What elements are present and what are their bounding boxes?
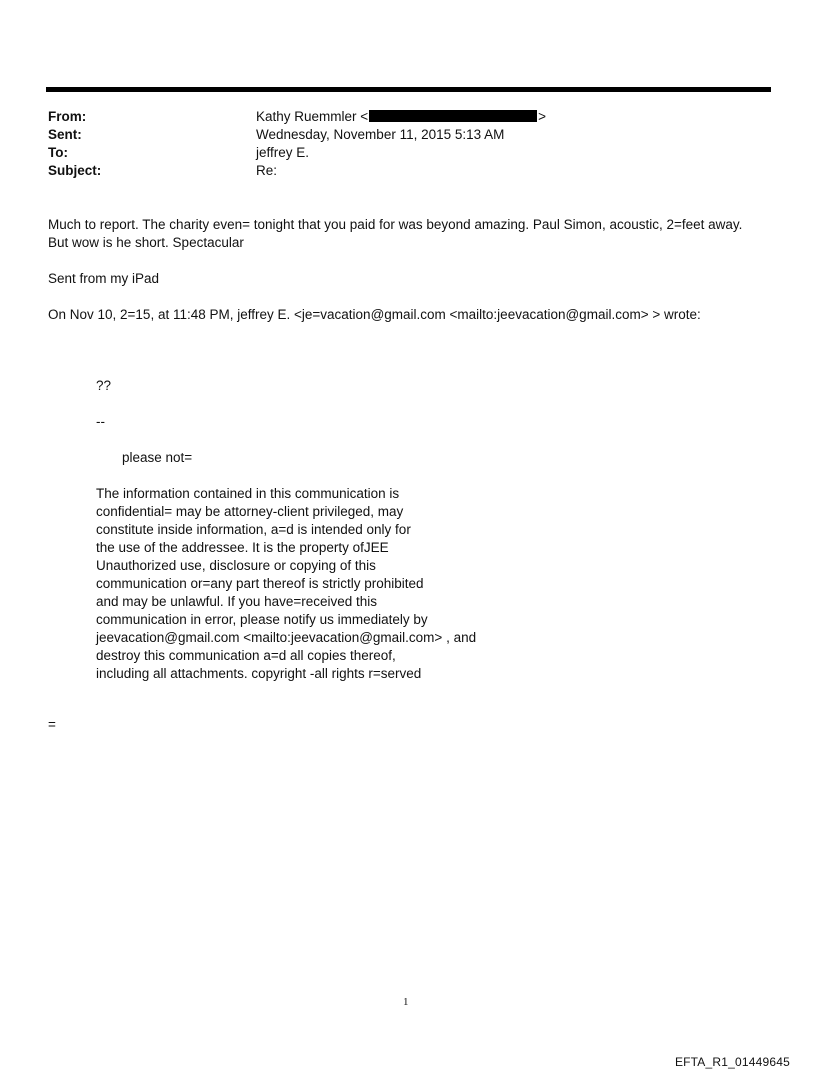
disclaimer-line: communication or=any part thereof is strictly prohibited (96, 576, 424, 591)
page-number: 1 (403, 996, 409, 1008)
from-value (256, 108, 546, 126)
disclaimer-line: jeevacation@gmail.com <mailto:jeevacation@gmail.com> , and (96, 630, 477, 645)
sent-value: Wednesday, November 11, 2015 5:13 AM (256, 127, 505, 142)
redaction-bar (369, 110, 537, 122)
disclaimer-line: communication in error, please notify us immediately by (96, 612, 428, 627)
quoted-dashes: -- (96, 414, 105, 429)
disclaimer-line: Unauthorized use, disclosure or copying of this (96, 558, 376, 573)
subject-label: Subject: (48, 163, 102, 178)
disclaimer-line: confidential= may be attorney-client privileged, may (96, 504, 404, 519)
body-line-1: Much to report. The charity even= tonight that you paid for was beyond amazing. Paul Simon, acoustic, 2=feet away. (48, 217, 743, 232)
disclaimer-block (96, 485, 476, 683)
subject-value: Re: (256, 163, 278, 178)
disclaimer-line: including all attachments. copyright -all rights r=served (96, 666, 422, 681)
from-end: > (538, 109, 547, 124)
disclaimer-line: The information contained in this communication is (96, 486, 400, 501)
disclaimer-line: and may be unlawful. If you have=received this (96, 594, 378, 609)
sent-from: Sent from my iPad (48, 271, 160, 286)
to-value: jeffrey E. (256, 145, 310, 160)
trailing-equals: = (48, 717, 56, 732)
disclaimer-line: the use of the addressee. It is the property ofJEE (96, 540, 389, 555)
from-label: From: (48, 109, 87, 124)
header-divider (46, 87, 771, 92)
body-line-2: But wow is he short. Spectacular (48, 235, 244, 250)
bates-number: EFTA_R1_01449645 (674, 1055, 790, 1069)
quote-intro: On Nov 10, 2=15, at 11:48 PM, jeffrey E. <je=vacation@gmail.com <mailto:jeevacation@gmail.com> > wrote: (48, 307, 701, 322)
to-label: To: (48, 145, 68, 160)
disclaimer-line: constitute inside information, a=d is intended only for (96, 522, 411, 537)
please-note: please not= (122, 450, 193, 465)
disclaimer-line: destroy this communication a=d all copies thereof, (96, 648, 396, 663)
sent-label: Sent: (48, 127, 82, 142)
from-name: Kathy Ruemmler < (256, 109, 369, 124)
quoted-question: ?? (96, 378, 112, 393)
